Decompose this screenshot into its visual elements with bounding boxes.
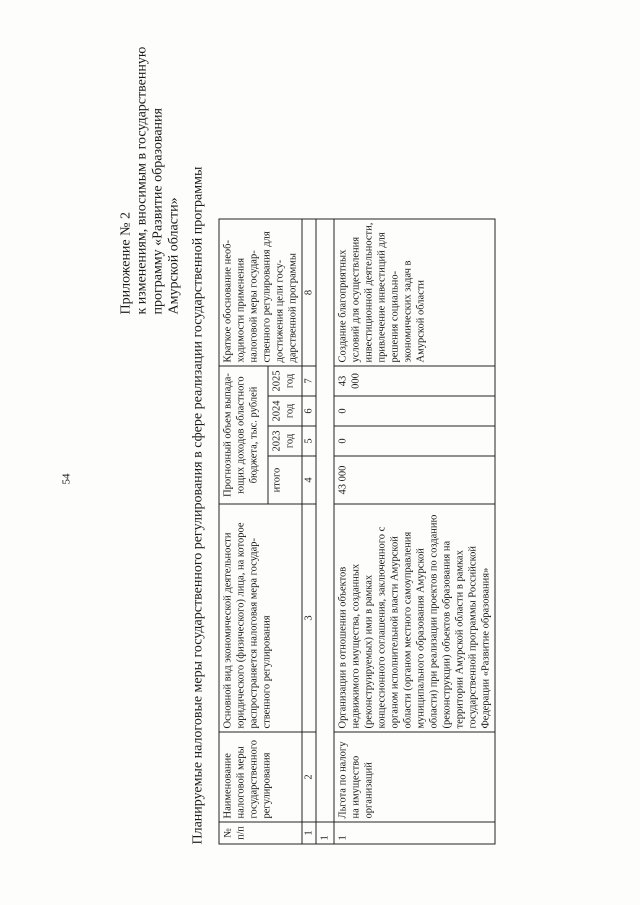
- section-cell: [316, 219, 334, 822]
- header-number: № п/п: [219, 822, 302, 844]
- header-2024: 2024 год: [268, 396, 302, 426]
- header-2025: 2025 год: [268, 366, 302, 396]
- column-index: 8: [302, 219, 316, 366]
- appendix-line-2: к изменениям, вносимым в государственную: [134, 46, 150, 315]
- column-index: 4: [302, 456, 316, 504]
- value-2025: 43 000: [334, 366, 495, 396]
- page-number: 54: [60, 473, 73, 485]
- activity-description: Организации в отношении объектов недвижимого имущества, созданных (реконструируемых) ими в рамках концессионного соглашения, заключенного с органом исполнительной власти Амурской области (органом местного самоуправления муниципального образования Амурской области) при реализации проектов по созданию (реконструкции) объектов образования на территории Амурской области в рамках государственной программы Российской Федерации «Развитие образования»: [334, 504, 495, 732]
- header-activity: Основной вид экономической деятельности юридического (физического) лица, на которое распространяется налоговая мера государ-ственного регулирования: [219, 504, 302, 732]
- column-index-row: [302, 219, 316, 844]
- column-index: 5: [302, 426, 316, 456]
- header-total: итого: [268, 456, 302, 504]
- section-row: [316, 219, 334, 844]
- column-index: 1: [302, 822, 316, 844]
- appendix-line-1: Приложение № 2: [118, 212, 134, 315]
- column-index: 7: [302, 366, 316, 396]
- justification: Создание благоприятных условий для осуществления инвестиционной деятельности, привлечение инвестиций для решения социально-экономических задач в Амурской области: [334, 219, 495, 366]
- measure-name: Льгота по налогу на имущество организаций: [334, 732, 495, 822]
- header-row: [219, 219, 268, 844]
- header-justification: Краткое обоснование необ-ходимости применения налоговой меры государ-ственного регулирования для достижения цели госу-дарственной программы: [219, 219, 302, 366]
- header-measure-name: Наименование налоговой меры государственного регулирования: [219, 732, 302, 822]
- appendix-line-3: программу «Развитие образования: [150, 108, 166, 315]
- rotated-landscape-page: [1, 0, 640, 905]
- value-2023: 0: [334, 426, 495, 456]
- table-row: [334, 219, 495, 844]
- appendix-line-4: Амурской области»: [166, 197, 182, 315]
- table-title: Планируемые налоговые меры государственного регулирования в сфере реализации государственной программы: [190, 166, 206, 845]
- tax-measures-table: [219, 219, 496, 845]
- header-forecast: Прогнозный объем выпада-ющих доходов областного бюджета, тыс. рублей: [219, 366, 268, 504]
- column-index: 2: [302, 732, 316, 822]
- appendix-heading: [118, 46, 183, 315]
- column-index: 6: [302, 396, 316, 426]
- column-index: 3: [302, 504, 316, 732]
- row-number: 1: [334, 822, 495, 844]
- value-2024: 0: [334, 396, 495, 426]
- section-number: 1: [316, 822, 334, 844]
- header-2023: 2023 год: [268, 426, 302, 456]
- total-value: 43 000: [334, 456, 495, 504]
